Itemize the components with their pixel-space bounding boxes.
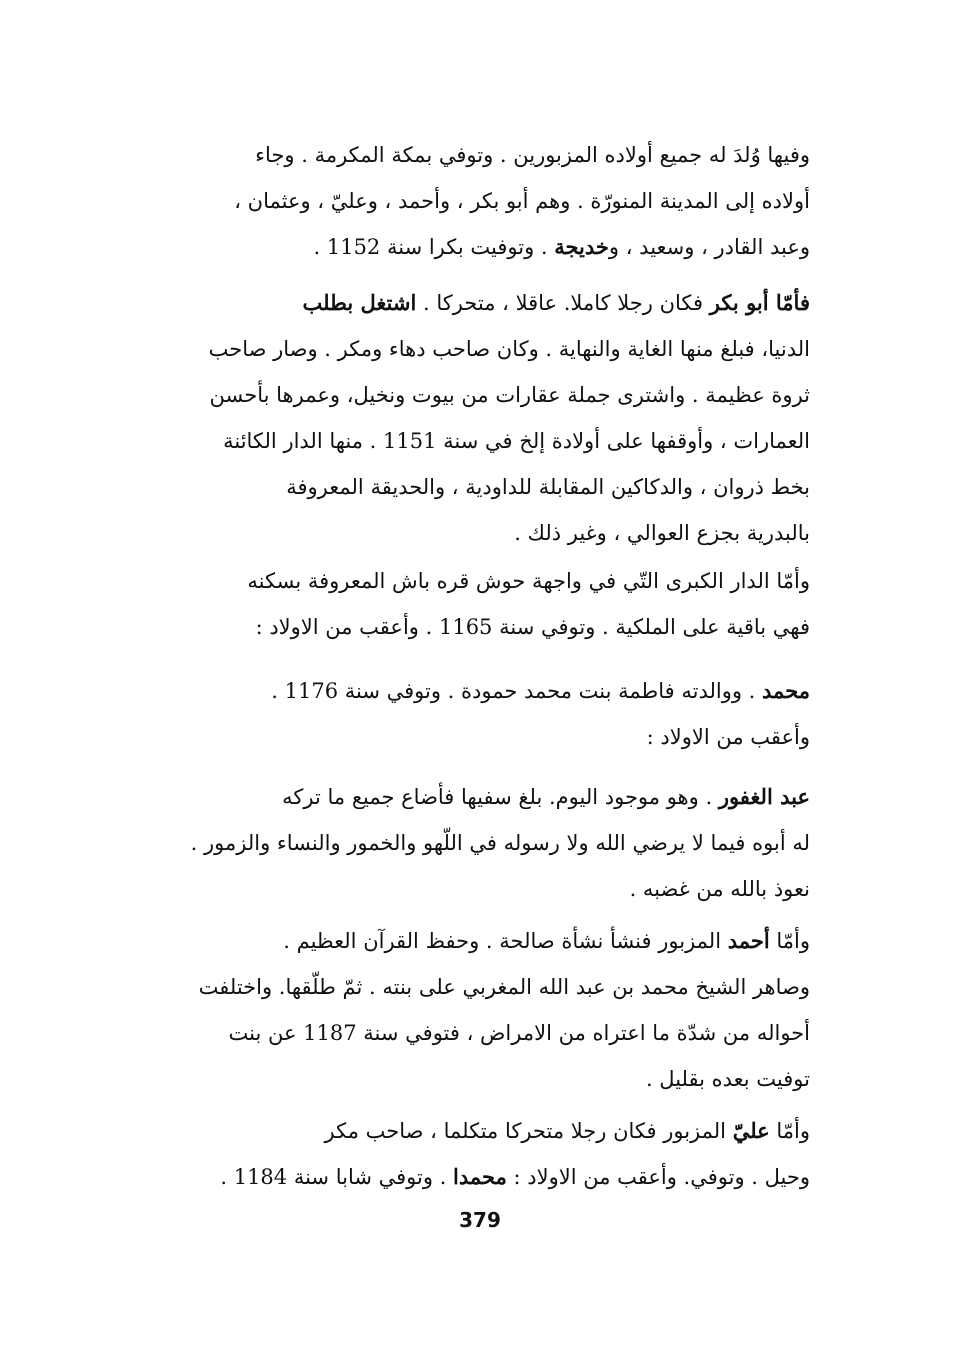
text-line — [150, 464, 810, 510]
bold-name: أحمد — [727, 928, 770, 953]
text-segment: له أبوه فيما لا يرضي الله ولا رسوله في اللّهو والخمور والنساء والزمور . — [190, 831, 810, 855]
text-segment: وعبد القادر ، وسعيد ، و — [608, 235, 810, 259]
text-line — [150, 866, 810, 912]
paragraph-7 — [150, 1108, 810, 1200]
bold-name: اشتغل بطلب — [302, 290, 417, 315]
text-line — [150, 1154, 810, 1200]
text-line — [150, 918, 810, 964]
text-line — [150, 326, 810, 372]
text-line — [150, 1108, 810, 1154]
text-segment: وصاهر الشيخ محمد بن عبد الله المغربي على بنته . ثمّ طلّقها. واختلفت — [198, 975, 810, 999]
text-segment: وأمّا — [769, 1119, 810, 1143]
bold-name: خديجة — [554, 234, 609, 259]
text-segment: أحواله من شدّة ما اعتراه من الامراض ، فتوفي سنة 1187 عن بنت — [228, 1021, 810, 1045]
text-segment: وأمّا الدار الكبرى التّي في واجهة حوش قره باش المعروفة بسكنه — [247, 569, 810, 593]
text-segment: بخط ذروان ، والدكاكين المقابلة للداودية ، والحديقة المعروفة — [286, 475, 810, 499]
text-line — [150, 714, 810, 760]
text-line — [150, 1010, 810, 1056]
text-segment: وأمّا — [769, 929, 810, 953]
text-segment: ثروة عظيمة . واشترى جملة عقارات من بيوت ونخيل، وعمرها بأحسن — [209, 383, 810, 407]
text-segment: أولاده إلى المدينة المنورّة . وهم أبو بكر ، وأحمد ، وعليّ ، وعثمان ، — [234, 189, 810, 213]
text-segment: . وتوفيت بكرا سنة 1152 . — [313, 235, 555, 259]
text-line — [150, 510, 810, 556]
text-line — [150, 964, 810, 1010]
text-line — [150, 418, 810, 464]
paragraph-3 — [150, 558, 810, 650]
bold-name: محمد — [762, 678, 810, 703]
text-segment: فكان رجلا كاملا. عاقلا ، متحركا . — [416, 291, 710, 315]
text-segment: الدنيا، فبلغ منها الغاية والنهاية . وكان صاحب دهاء ومكر . وصار صاحب — [208, 337, 810, 361]
paragraph-1 — [150, 132, 810, 270]
text-segment: وحيل . وتوفي. وأعقب من الاولاد : — [506, 1165, 810, 1189]
paragraph-6 — [150, 918, 810, 1102]
text-line — [150, 280, 810, 326]
text-line — [150, 774, 810, 820]
text-line — [150, 224, 810, 270]
text-line — [150, 558, 810, 604]
bold-name: عليّ — [732, 1118, 770, 1143]
text-line — [150, 668, 810, 714]
bold-name: محمدا — [453, 1164, 507, 1189]
text-line — [150, 1056, 810, 1102]
paragraph-5 — [150, 774, 810, 912]
text-segment: العمارات ، وأوقفها على أولادة إلخ في سنة 1151 . منها الدار الكائنة — [223, 429, 810, 453]
text-segment: نعوذ بالله من غضبه . — [629, 877, 810, 901]
text-line — [150, 178, 810, 224]
text-segment: . وتوفي شابا سنة 1184 . — [220, 1165, 454, 1189]
paragraph-4 — [150, 668, 810, 760]
text-segment: . ووالدته فاطمة بنت محمد حمودة . وتوفي سنة 1176 . — [271, 679, 763, 703]
paragraph-2 — [150, 280, 810, 556]
bold-name: فأمّا أبو بكر — [709, 290, 810, 315]
text-segment: فهي باقية على الملكية . وتوفي سنة 1165 . وأعقب من الاولاد : — [255, 615, 810, 639]
text-segment: وفيها وُلدَ له جميع أولاده المزبورين . وتوفي بمكة المكرمة . وجاء — [255, 143, 810, 167]
text-segment: المزبور فنشأ نشأة صالحة . وحفظ القرآن العظيم . — [283, 929, 728, 953]
text-segment: . وهو موجود اليوم. بلغ سفيها فأضاع جميع ما تركه — [282, 785, 719, 809]
bold-name: عبد الغفور — [718, 784, 810, 809]
text-segment: المزبور فكان رجلا متحركا متكلما ، صاحب مكر — [324, 1119, 733, 1143]
text-line — [150, 372, 810, 418]
text-line — [150, 604, 810, 650]
text-segment: وأعقب من الاولاد : — [646, 725, 810, 749]
text-segment: توفيت بعده بقليل . — [645, 1067, 810, 1091]
text-line — [150, 132, 810, 178]
page-number: 379 — [459, 1208, 501, 1232]
text-line — [150, 820, 810, 866]
text-segment: بالبدرية بجزع العوالي ، وغير ذلك . — [514, 521, 810, 545]
